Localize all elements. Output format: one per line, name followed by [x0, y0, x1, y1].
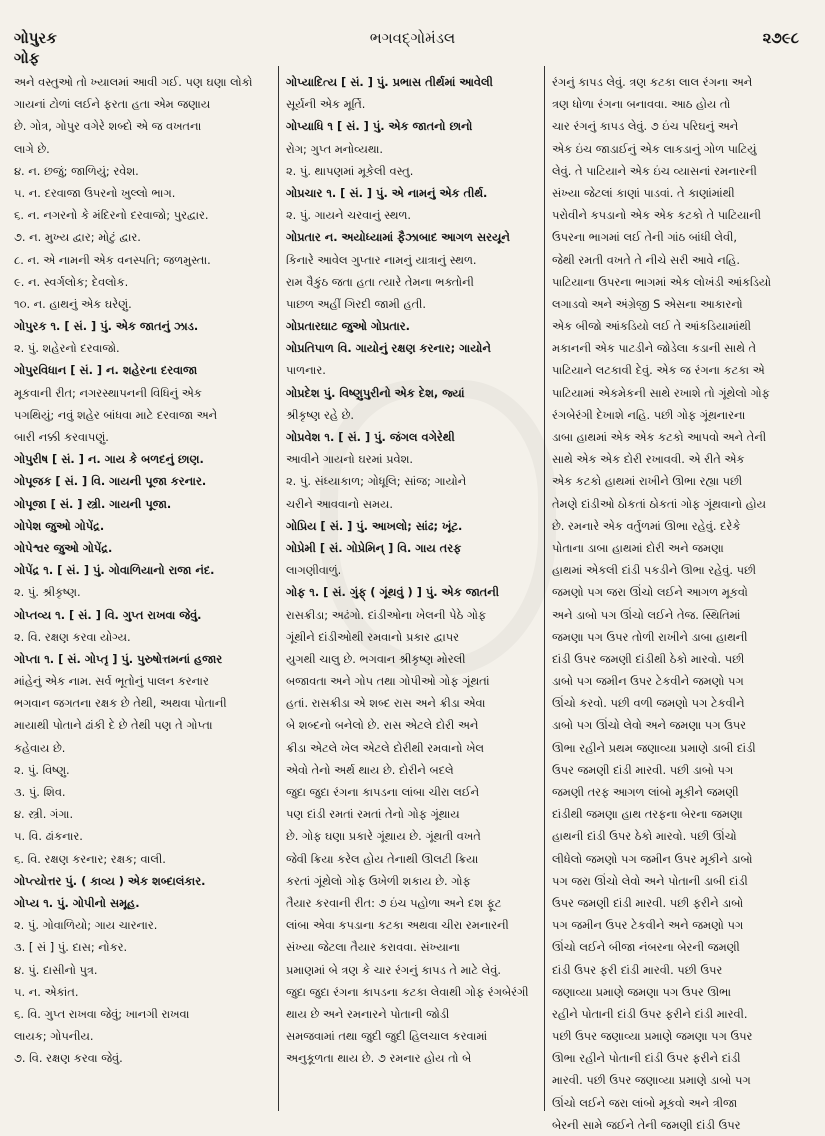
column-2 [286, 71, 538, 1106]
entry-text-line: ૯. ન. સ્વર્ગલોક; દેવલોક. [14, 274, 129, 289]
entry-text-line: રહીને પોતાની દાંડી ઉપર ફરીને દાંડી મારવી. [552, 1006, 748, 1021]
entry-headword-line: ગોપ્યાધિ ૧ [ સં. ] પું. એક જાતનો છાનો [286, 119, 473, 134]
entry-text-line: લીધેલો જમણો પગ જમીન ઉપર મૂકીને ડાબો [552, 851, 753, 866]
entry-headword-line: ગોફ ૧. [ સં. ગુંફ્ ( ગૂંથવું ) ] પું. એક જાતની [286, 585, 499, 600]
entry-text-line: ક્રીડા એટલે ખેલ એટલે દોરીથી રમવાનો ખેલ [286, 740, 485, 755]
entry-text-line: પાટિયામાં એકમેકની સાથે રખાશે તો ગૂંથેલો ગોફ [552, 385, 770, 400]
entry-text-line: કિનારે આવેલ ગુપ્તાર નામનું યાત્રાનું સ્થળ. [286, 252, 477, 267]
entry-text-line: ૨. પું. સંધ્યાકાળ; ગોધૂલિ; સાંજ; ગાયોને [286, 474, 467, 489]
entry-text-line: ૬. ન. નગરનો કે મંદિરનો દરવાજો; પુરદ્વાર. [14, 208, 209, 223]
entry-text-line: અને વસ્તુઓ તો ખ્યાલમાં આવી ગઈ. પણ ઘણા લોકો [14, 75, 253, 89]
entry-text-line: ઉપર જમણી દાંડી મારવી. પછી ફરીને ડાબો [552, 895, 744, 910]
entry-text-line: ૧૦. ન. હાથનું એક ઘરેણું. [14, 296, 132, 311]
page-header [0, 0, 825, 67]
entry-text-line: ૩. [ સં ] પું. દાસ; નોકર. [14, 940, 128, 955]
entry-text-line: પાળનાર. [286, 363, 326, 378]
entry-text-line: ૬. વિ. ગુપ્ત રાખવા જેવું; ખાનગી રાખવા [14, 1006, 190, 1021]
entry-text-line: ૨. પું. ગોવાળિયો; ગાય ચારનાર. [14, 918, 158, 933]
entry-text-line: સાથે એક એક દોરી રખાવવી. એ રીતે એક [552, 452, 745, 467]
entry-headword-line: ગોપ્તા ૧. [ સં. ગોપ્તૃ ] પું. પુરુષોત્તમનાં હજાર [14, 651, 223, 666]
entry-text-line: છે. ગોત્ર, ગોપુર વગેરે શબ્દો એ જ વખતના [14, 119, 202, 134]
entry-text-line: દાંડી ઉપર ફરી દાંડી મારવી. પછી ઉપર [552, 962, 723, 977]
entry-headword-line: ગોપ્રતારઘાટ જુઓ ગોપ્રતાર. [286, 319, 410, 334]
entry-headword-line: ગોપ્રેમી [ સં. ગોપ્રેમિન્ ] વિ. ગાય તરફ [286, 540, 462, 555]
entry-text-line: ૫. વિ. ઢાંકનાર. [14, 829, 83, 844]
entry-text-line: પગ જમીન ઉપર ટેકવીને અને જમણો પગ [552, 918, 744, 933]
entry-text-line: ઊભા રહીને પોતાની દાંડી ઉપર ફરીને દાંડી [552, 1051, 741, 1066]
entry-text-line: લગાડવો અને અંગ્રેજી S એસના આકારનો [552, 296, 743, 311]
entry-text-line: પરોવીને કપડાનો એક એક કટકો તે પાટિયાની [552, 208, 761, 223]
entry-text-line: છે. ગોફ ઘણા પ્રકારે ગૂંથાય છે. ગૂંથતી વખતે [286, 829, 481, 844]
entry-text-line: શ્રીકૃષ્ણ રહે છે. [286, 407, 355, 422]
entry-text-line: માયાથી પોતાને ઢાંકી દે છે તેથી પણ તે ગોપ્તા [14, 718, 213, 733]
entry-headword-line: ગોપેંદ્ર ૧. [ સં. ] પું. ગોવાળિયાનો રાજા નંદ. [14, 563, 215, 578]
entry-text-line: મારવી. પછી ઉપર જણાવ્યા પ્રમાણે ડાબો પગ [552, 1073, 751, 1088]
entry-text-line: જમણા પગ ઉપર તોળી રાખીને ડાબા હાથની [552, 629, 748, 644]
entry-text-line: અને ડાબો પગ ઊંચો લઈને તેજ. સ્થિતિમાં [552, 607, 741, 622]
dictionary-title: ભગવદ્ગોમંડલ [369, 29, 456, 47]
entry-headword-line: ગોપ્રચાર ૧. [ સં. ] પું. એ નામનું એક તીર્થ. [286, 185, 488, 200]
entry-text-line: ઉપરના ભાગમાં લઈ તેની ગાંઠ બાંધી લેવી, [552, 230, 737, 245]
entry-text-line: જેવી ક્રિયા કરેલ હોય તેનાથી ઊલટી ક્રિયા [286, 851, 479, 866]
entry-text-line: રંગબેરંગી દેખાશે નહિ. પછી ગોફ ગૂંથનારના [552, 407, 746, 422]
entry-text-line: કહેવાય છે. [14, 740, 66, 755]
entry-text-line: એક ઇંચ જાડાઈનું એક લાકડાનું ગોળ પાટિયું [552, 141, 757, 156]
column-divider [544, 66, 545, 1111]
entry-text-line: ચાર રંગનું કાપડ લેવું. ૭ ઇંચ પરિઘનું અને [552, 119, 739, 134]
entry-text-line: ૩. પું. શિવ. [14, 785, 66, 799]
entry-text-line: છે. રમનારે એક વર્તુળમાં ઊભા રહેવું. દરેકે [552, 518, 741, 533]
entry-text-line: ૨. પું. ગાયને ચરવાનું સ્થળ. [286, 208, 411, 223]
entry-text-line: ૫. ન. એકાંત. [14, 984, 79, 999]
entry-text-line: જમણો પગ જરા ઊંચો લઈને આગળ મૂકવો [552, 585, 748, 600]
entry-text-line: ૨. પું. વિષ્ણુ. [14, 762, 70, 777]
entry-text-line: ૫. ન. દરવાજા ઉપરનો ખુલ્લો ભાગ. [14, 185, 176, 200]
entry-text-line: સૂર્યની એક મૂર્તિ. [286, 97, 366, 112]
entry-text-line: ૭. ન. મુખ્ય દ્વાર; મોટું દ્વાર. [14, 230, 141, 245]
entry-text-line: બેરની સામે જઈને તેની જમણી દાંડી ઉપર [552, 1117, 741, 1132]
entry-headword-line: ગોપેશ્વર જુઓ ગોપેંદ્ર. [14, 540, 113, 555]
guide-word-first: ગોપુરક [14, 29, 57, 47]
entry-text-line: ૬. વિ. રક્ષણ કરનાર; રક્ષક; વાલી. [14, 851, 166, 866]
entry-headword-line: ગોપુરક ૧. [ સં. ] પું. એક જાતનું ઝાડ. [14, 319, 199, 334]
entry-text-line: પગ જરા ઊંચો લેવો અને પોતાની ડાબી દાંડી [552, 873, 748, 888]
entry-text-line: રોગ; ગુપ્ત મનોવ્યથા. [286, 141, 383, 156]
entry-text-line: ત્રણ ધોળા રંગના બનાવવા. આઠ હોય તો [552, 97, 731, 112]
entry-text-line: ઉપર જમણી દાંડી મારવી. પછી ડાબો પગ [552, 762, 734, 777]
entry-text-line: જમણી તરફ આગળ લાંબો મૂકીને જમણી [552, 785, 739, 799]
entry-text-line: સંખ્યા જેટલાં કાણાં પાડવાં. તે કાણાંમાંથી [552, 185, 735, 200]
entry-text-line: ૨. પું. શહેરનો દરવાજો. [14, 341, 120, 356]
entry-headword-line: ગોપ્રવેશ ૧. [ સં. ] પું. જંગલ વગેરેથી [286, 430, 455, 444]
entry-text-line: પાટિયાના ઉપરના ભાગમાં એક લોખંડી આંકડિયો [552, 274, 772, 289]
guide-word-second: ગોફ [14, 49, 40, 67]
entry-text-line: એક કટકો હાથમાં રાખીને ઊભા રહ્યા પછી [552, 474, 743, 489]
entry-text-line: રાસક્રીડા; અઢંગો. દાંડીઓના ખેલની પેઠે ગોફ [286, 607, 487, 622]
entry-text-line: ડાબો પગ ઊંચો લેવો અને જમણા પગ ઉપર [552, 718, 747, 733]
entry-text-line: મકાનની એક પાટડીને જોડેલા કડાની સાથે તે [552, 341, 757, 356]
entry-text-line: બે શબ્દનો બનેલો છે. રાસ એટલે દોરી અને [286, 718, 479, 733]
entry-text-line: કરતાં ગૂંથેલો ગોફ ઉખેળી શકાય છે. ગોફ [286, 873, 471, 888]
entry-text-line: સમજવામાં તથા જુદી જુદી હિલચાલ કરવામાં [286, 1029, 488, 1044]
entry-text-line: એક બીજો આંકડિયો લઈ તે આંકડિયામાંથી [552, 319, 751, 334]
entry-text-line: માંહેનું એક નામ. સર્વ ભૂતોનું પાલન કરનાર [14, 674, 209, 689]
entry-text-line: મૂકવાની રીત; નગરસ્થાપનની વિધિનું એક [14, 385, 202, 400]
entry-text-line: જુદા જુદા રંગના કાપડના કટકા લેવાથી ગોફ રંગબેરંગી [286, 984, 529, 999]
entry-text-line: ૨. પું. શ્રીકૃષ્ણ. [14, 585, 81, 600]
entry-text-line: ઊંચો લઈને બીજા નંબરના બેરની જમણી [552, 940, 740, 955]
column-1 [14, 71, 274, 1106]
entry-headword-line: ગોપ્રતાર ન. અયોધ્યામાં ફૈઝાબાદ આગળ સરયૂને [286, 230, 510, 245]
entry-headword-line: ગોપૂજક [ સં. ] વિ. ગાયની પૂજા કરનાર. [14, 474, 207, 489]
column-divider [278, 66, 279, 1111]
entry-text-line: ચરીને આવવાનો સમય. [286, 496, 394, 511]
entry-text-line: ઊંચો કરવો. પછી વળી જમણો પગ ટેકવીને [552, 696, 745, 711]
entry-text-line: યુગથી ચાલુ છે. ભગવાન શ્રીકૃષ્ણ મોરલી [286, 651, 466, 666]
entry-text-line: ડાબો પગ જમીન ઉપર ટેકવીને જમણો પગ [552, 674, 744, 689]
entry-text-line: લાગે છે. [14, 141, 50, 156]
entry-text-line: ૭. વિ. રક્ષણ કરવા જેવું. [14, 1051, 123, 1066]
entry-text-line: ઊભા રહીને પ્રથમ જણાવ્યા પ્રમાણે ડાબી દાંડી [552, 740, 756, 755]
entry-text-line: પાટિયાને લટકાવી દેવું. એક જ રંગના કટકા એ [552, 363, 765, 378]
entry-text-line: ગૂંથીને દાંડીઓથી રમવાનો પ્રકાર દ્વાપર [286, 629, 460, 644]
entry-text-line: સંખ્યા જેટલા તૈયાર કરાવવા. સંખ્યાના [286, 940, 460, 955]
column-3 [552, 71, 810, 1132]
entry-text-line: અનુકૂળતા થાય છે. ૭ રમનાર હોય તો બે [286, 1051, 472, 1066]
entry-headword-line: ગોપ્તવ્ય ૧. [ સં. ] વિ. ગુપ્ત રાખવા જેવું. [14, 607, 202, 622]
entry-text-line: ૪. પું. દાસીનો પુત્ર. [14, 962, 98, 977]
entry-text-line: લાંબા એવા કપડાના કટકા અથવા ચીરા રમનારની [286, 918, 509, 933]
entry-text-line: હતાં. રાસક્રીડા એ શબ્દ રાસ અને ક્રીડા એવા [286, 696, 486, 711]
entry-text-line: તેમણે દાંડીઓ ઠોકતાં ઠોકતાં ગોફ ગૂંથવાનો હોય [552, 496, 766, 511]
entry-text-line: દાંડી ઉપર જમણી દાંડીથી ઠેકો મારવો. પછી [552, 651, 745, 666]
entry-headword-line: ગોપુરવિધાન [ સં. ] ન. શહેરના દરવાજા [14, 363, 198, 378]
entry-text-line: એવો તેનો અર્થ થાય છે. દોરીને બદલે [286, 762, 454, 777]
entry-headword-line: ગોપ્રદેશ પું. વિષ્ણુપુરીનો એક દેશ, જ્યાં [286, 385, 465, 400]
entry-headword-line: ગોપ્રતિપાળ વિ. ગાયોનું રક્ષણ કરનાર; ગાયોને [286, 341, 491, 356]
entry-text-line: પાછળ અહીં ગિરદી જામી હતી. [286, 296, 427, 311]
entry-text-line: પોતાના ડાબા હાથમાં દોરી અને જમણા [552, 540, 724, 555]
page-number: ૨૭૯૮ [762, 29, 799, 47]
entry-text-line: લેવું. તે પાટિયાને એક ઇંચ વ્યાસનાં રમનારની [552, 163, 757, 178]
entry-text-line: લાયક; ગોપનીય. [14, 1029, 94, 1044]
entry-text-line: ૮. ન. એ નામની એક વનસ્પતિ; જળમુસ્તા. [14, 252, 211, 267]
entry-text-line: જણાવ્યા પ્રમાણે જમણા પગ ઉપર ઊભા [552, 984, 732, 999]
entry-text-line: તૈયાર કરવાની રીત: ૭ ઇંચ પહોળા અને દશ ફૂટ [286, 895, 502, 910]
entry-headword-line: ગોપૂજા [ સં. ] સ્ત્રી. ગાયની પૂજા. [14, 496, 172, 511]
entry-text-line: હાથની દાંડી ઉપર ઠેકો મારવો. પછી ઊંચો [552, 829, 737, 844]
entry-headword-line: ગોપ્ત્યોત્તર પું. ( કાવ્ય ) એક શબ્દાલંકાર. [14, 873, 206, 888]
entry-text-line: પ્રમાણમાં બે ત્રણ કે ચાર રંગનું કાપડ તે માટે લેવું. [286, 962, 502, 977]
entry-text-line: આવીને ગાયનો ઘરમાં પ્રવેશ. [286, 452, 414, 467]
entry-text-line: જેથી રમતી વખતે તે નીચે સરી આવે નહિ. [552, 252, 741, 267]
entry-text-line: ૨. વિ. રક્ષણ કરવા યોગ્ય. [14, 629, 131, 644]
entry-text-line: ૨. પું. થાપણમાં મૂકેલી વસ્તુ. [286, 163, 414, 178]
entry-text-line: થાય છે અને રમનારને પોતાની જોડી [286, 1006, 450, 1021]
entry-headword-line: ગોપ્યાદિત્ય [ સં. ] પું. પ્રભાસ તીર્થમાં આવેલી [286, 75, 493, 89]
entry-text-line: પછી ઉપર જણાવ્યા પ્રમાણે જમણા પગ ઉપર [552, 1029, 753, 1044]
entry-text-line: દાંડીથી જમણા હાથ તરફના બેરના જમણા [552, 807, 743, 822]
entry-text-line: પણ દાંડી રમતાં રમતાં તેનો ગોફ ગૂંથાય [286, 807, 460, 822]
entry-text-line: ૪. સ્ત્રી. ગંગા. [14, 807, 74, 822]
entry-text-line: રામ વૈકુંઠ જતા હતા ત્યારે તેમના ભક્તોની [286, 274, 474, 289]
entry-text-line: ઊંચો લઈને જરા લાંબો મૂકવો અને ત્રીજા [552, 1095, 738, 1110]
entry-text-line: ૪. ન. છજું; જાળિયું; રવેશ. [14, 163, 139, 178]
entry-text-line: પગથિયું; નવું શહેર બાંધવા માટે દરવાજા અને [14, 407, 218, 422]
entry-text-line: ડાબા હાથમાં એક એક કટકો આપવો અને તેની [552, 430, 767, 444]
entry-text-line: બારી નક્કી કરવાપણું. [14, 430, 109, 444]
entry-text-line: જુદા જુદા રંગના કાપડના લાંબા ચીરા લઈને [286, 785, 480, 799]
entry-headword-line: ગોપેશ જુઓ ગોપેંદ્ર. [14, 518, 105, 533]
entry-text-line: ગાયનાં ટોળાં લઈને ફરતા હતા એમ જણાય [14, 97, 211, 112]
entry-text-line: રંગનું કાપડ લેવું. ત્રણ કટકા લાલ રંગના અને [552, 75, 753, 89]
entry-text-line: બજાવતા અને ગોપ તથા ગોપીઓ ગોફ ગૂંથતાં [286, 674, 490, 689]
entry-headword-line: ગોપ્ય ૧. પું. ગોપીનો સમૂહ. [14, 895, 140, 910]
entry-headword-line: ગોપ્રિય [ સં. ] પું. આખલો; સાંઢ; ખૂંટ. [286, 518, 463, 533]
entry-text-line: ભગવાન જગતના રક્ષક છે તેથી, અથવા પોતાની [14, 696, 227, 711]
entry-text-line: હાથમાં એકલી દાંડી પકડીને ઊભા રહેવું. પછી [552, 563, 757, 578]
entry-text-line: લાગણીવાળું. [286, 563, 342, 578]
entry-headword-line: ગોપુરીષ [ સં. ] ન. ગાય કે બળદનું છાણ. [14, 452, 204, 467]
